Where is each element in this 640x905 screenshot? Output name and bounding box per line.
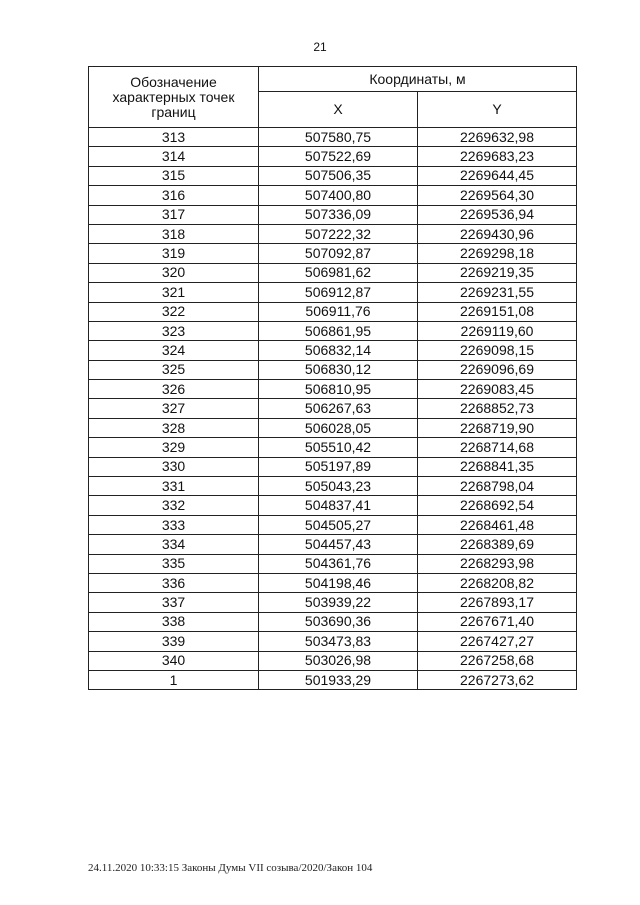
x-coordinate-cell: 507092,87 [259,244,418,263]
point-cell: 314 [89,147,259,166]
point-cell: 322 [89,302,259,321]
y-coordinate-cell: 2267671,40 [418,612,577,631]
table-row [89,651,577,670]
table-row [89,457,577,476]
y-coordinate-cell: 2267427,27 [418,632,577,651]
document-footer: 24.11.2020 10:33:15 Законы Думы VII созыва/2020/Закон 104 [88,862,373,874]
point-cell: 338 [89,612,259,631]
y-coordinate-cell: 2269683,23 [418,147,577,166]
table-row [89,128,577,147]
table-row [89,438,577,457]
y-coordinate-cell: 2269096,69 [418,360,577,379]
table-row [89,632,577,651]
x-coordinate-cell: 506912,87 [259,283,418,302]
y-coordinate-cell: 2268798,04 [418,477,577,496]
y-coordinate-cell: 2268692,54 [418,496,577,515]
point-cell: 335 [89,554,259,573]
y-coordinate-cell: 2269098,15 [418,341,577,360]
x-coordinate-cell: 507506,35 [259,166,418,185]
point-cell: 326 [89,380,259,399]
y-coordinate-cell: 2269083,45 [418,380,577,399]
table-row [89,477,577,496]
y-coordinate-cell: 2268389,69 [418,535,577,554]
point-cell: 313 [89,128,259,147]
x-coordinate-cell: 503939,22 [259,593,418,612]
y-coordinate-cell: 2269119,60 [418,321,577,340]
x-coordinate-cell: 504457,43 [259,535,418,554]
point-cell: 339 [89,632,259,651]
y-coordinate-cell: 2268714,68 [418,438,577,457]
table-row [89,554,577,573]
x-coordinate-cell: 506911,76 [259,302,418,321]
table-row [89,593,577,612]
y-coordinate-cell: 2268841,35 [418,457,577,476]
point-cell: 331 [89,477,259,496]
table-row [89,496,577,515]
table-row [89,147,577,166]
table-row [89,224,577,243]
point-cell: 320 [89,263,259,282]
point-cell: 329 [89,438,259,457]
x-coordinate-cell: 503473,83 [259,632,418,651]
point-cell: 332 [89,496,259,515]
table-row [89,573,577,592]
header-y: Y [418,92,577,128]
x-coordinate-cell: 504837,41 [259,496,418,515]
x-coordinate-cell: 506861,95 [259,321,418,340]
y-coordinate-cell: 2269231,55 [418,283,577,302]
table-row [89,186,577,205]
point-cell: 330 [89,457,259,476]
table-row [89,321,577,340]
x-coordinate-cell: 503026,98 [259,651,418,670]
header-point-designation: Обозначение характерных точек границ [89,67,259,128]
table-row [89,670,577,689]
table-row [89,418,577,437]
y-coordinate-cell: 2269644,45 [418,166,577,185]
point-cell: 336 [89,573,259,592]
x-coordinate-cell: 504198,46 [259,573,418,592]
table-row [89,205,577,224]
x-coordinate-cell: 506830,12 [259,360,418,379]
point-cell: 324 [89,341,259,360]
x-coordinate-cell: 505043,23 [259,477,418,496]
y-coordinate-cell: 2267273,62 [418,670,577,689]
y-coordinate-cell: 2267893,17 [418,593,577,612]
point-cell: 321 [89,283,259,302]
table-row [89,244,577,263]
x-coordinate-cell: 506267,63 [259,399,418,418]
table-row [89,515,577,534]
x-coordinate-cell: 506981,62 [259,263,418,282]
point-cell: 328 [89,418,259,437]
table-row [89,302,577,321]
point-cell: 337 [89,593,259,612]
x-coordinate-cell: 507336,09 [259,205,418,224]
header-x: X [259,92,418,128]
table-row [89,360,577,379]
point-cell: 317 [89,205,259,224]
x-coordinate-cell: 507400,80 [259,186,418,205]
y-coordinate-cell: 2268461,48 [418,515,577,534]
y-coordinate-cell: 2269536,94 [418,205,577,224]
table-row [89,612,577,631]
y-coordinate-cell: 2267258,68 [418,651,577,670]
x-coordinate-cell: 504361,76 [259,554,418,573]
x-coordinate-cell: 506810,95 [259,380,418,399]
table-row [89,263,577,282]
point-cell: 325 [89,360,259,379]
page-number: 21 [313,40,327,54]
x-coordinate-cell: 505510,42 [259,438,418,457]
y-coordinate-cell: 2269151,08 [418,302,577,321]
point-cell: 316 [89,186,259,205]
x-coordinate-cell: 505197,89 [259,457,418,476]
coordinates-table [88,66,577,690]
point-cell: 333 [89,515,259,534]
y-coordinate-cell: 2268719,90 [418,418,577,437]
table-row [89,380,577,399]
table-row [89,283,577,302]
point-cell: 318 [89,224,259,243]
table-row [89,399,577,418]
x-coordinate-cell: 507522,69 [259,147,418,166]
x-coordinate-cell: 507222,32 [259,224,418,243]
point-cell: 327 [89,399,259,418]
header-coordinates: Координаты, м [259,67,577,92]
x-coordinate-cell: 501933,29 [259,670,418,689]
y-coordinate-cell: 2268852,73 [418,399,577,418]
y-coordinate-cell: 2269219,35 [418,263,577,282]
y-coordinate-cell: 2269430,96 [418,224,577,243]
x-coordinate-cell: 503690,36 [259,612,418,631]
x-coordinate-cell: 506028,05 [259,418,418,437]
x-coordinate-cell: 506832,14 [259,341,418,360]
table-row [89,166,577,185]
point-cell: 315 [89,166,259,185]
point-cell: 1 [89,670,259,689]
table-row [89,535,577,554]
y-coordinate-cell: 2269298,18 [418,244,577,263]
point-cell: 323 [89,321,259,340]
y-coordinate-cell: 2269632,98 [418,128,577,147]
x-coordinate-cell: 504505,27 [259,515,418,534]
point-cell: 340 [89,651,259,670]
point-cell: 334 [89,535,259,554]
y-coordinate-cell: 2269564,30 [418,186,577,205]
y-coordinate-cell: 2268208,82 [418,573,577,592]
table-row [89,341,577,360]
x-coordinate-cell: 507580,75 [259,128,418,147]
y-coordinate-cell: 2268293,98 [418,554,577,573]
table-body [89,128,577,690]
point-cell: 319 [89,244,259,263]
